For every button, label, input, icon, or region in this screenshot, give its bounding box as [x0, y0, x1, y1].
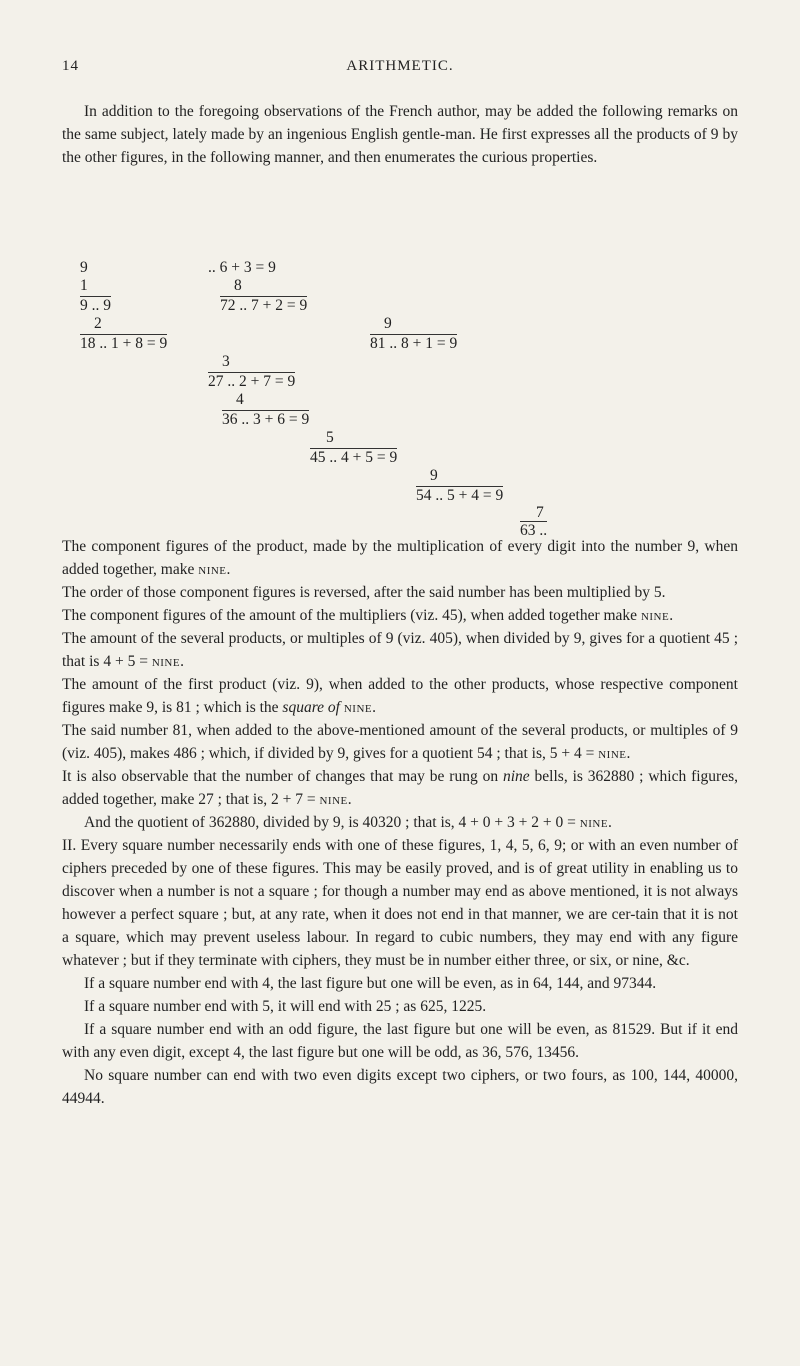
diagram-line: 54 .. 5 + 4 = 9 — [416, 487, 504, 504]
paragraph-text: It is also observable that the number of changes that may be rung on — [62, 768, 499, 785]
diagram-line: 72 .. 7 + 2 = 9 — [220, 297, 308, 314]
diagram-line: 45 .. 4 + 5 = 9 — [310, 449, 398, 466]
small-caps-word: nine. — [343, 699, 377, 716]
paragraph: If a square number end with 4, the last figure but one will be even, as in 64, 144, and 97344. — [84, 975, 657, 992]
diagram-line: 2 — [94, 315, 102, 332]
paragraph — [62, 673, 738, 719]
diagram-line: 81 .. 8 + 1 = 9 — [370, 335, 458, 352]
paragraph-text: The component figures of the product, made by the multiplication of every digit into the number 9, when added together, make — [62, 538, 738, 578]
small-caps-word: nine. — [198, 561, 231, 578]
multiplication-diagram — [80, 259, 740, 539]
diagram-line: 18 .. 1 + 8 = 9 — [80, 335, 168, 352]
body-text — [62, 535, 738, 1110]
diagram-line: 1 — [80, 277, 88, 294]
diagram-line: 9 — [430, 467, 438, 484]
paragraph: If a square number end with an odd figure, the last figure but one will be even, as 81529. But if it end with any even digit, except 4, the last figure but one will be odd, as 36, 576, 13456. — [62, 1021, 738, 1061]
paragraph: The order of those component figures is reversed, after the said number has been multiplied by 5. — [62, 584, 666, 601]
small-caps-word: nine. — [579, 814, 613, 831]
diagram-line: 3 — [222, 353, 230, 370]
paragraph-text: bells, is 362880 ; which figures, added together, make 27 ; that is, 2 + 7 = — [62, 768, 739, 808]
page-number: 14 — [62, 58, 79, 74]
intro-paragraph: In addition to the foregoing observations of the French author, may be added the following remarks on the same subject, lately made by an ingenious English gentle-man. He first expresses all the products of 9 by the other figures, in the following manner, and then enumerates the curious properties. — [62, 103, 738, 166]
paragraph — [62, 627, 738, 673]
small-caps-word: nine. — [319, 791, 353, 808]
diagram-line: .. 6 + 3 = 9 — [208, 259, 276, 276]
diagram-line: 36 .. 3 + 6 = 9 — [222, 411, 310, 428]
small-caps-word: nine. — [598, 745, 631, 762]
small-caps-word: nine. — [640, 607, 674, 624]
diagram-line: 9 .. 9 — [80, 297, 111, 314]
running-head — [62, 58, 738, 80]
paragraph-text: The amount of the several products, or multiples of 9 (viz. 405), when divided by 9, gives for a quotient 45 ; that is 4 + 5 = — [62, 630, 738, 670]
diagram-line: 4 — [236, 391, 244, 408]
diagram-line: 9 — [384, 315, 392, 332]
running-title: ARITHMETIC. — [346, 58, 454, 74]
diagram-line: 5 — [326, 429, 334, 446]
diagram-line: 27 .. 2 + 7 = 9 — [208, 373, 296, 390]
paragraph: If a square number end with 5, it will end with 25 ; as 625, 1225. — [84, 998, 487, 1015]
paragraph-text: The said number 81, when added to the above-mentioned amount of the several products, or multiples of 9 (viz. 405), makes 486 ; which, if divided by 9, gives for a quotient 54 ; that is, 5 + 4 = — [62, 722, 738, 762]
paragraph — [62, 811, 738, 834]
paragraph: II. Every square number necessarily ends with one of these figures, 1, 4, 5, 6, 9; or with an even number of ciphers preceded by one of these figures. This may be easily proved, and is of great utility in enabling us to discover when a number is not a square ; for though a number may end as above mentioned, it is not always however a perfect square ; but, at any rate, when it does not end in that manner, we are cer-tain that it is not a square, which may prevent useless labour. In regard to cubic numbers, they may end with any figure whatever ; but if they terminate with ciphers, they must be in number either three, or six, or nine, &c. — [62, 837, 738, 969]
diagram-line: 63 .. — [520, 522, 548, 539]
paragraph — [62, 604, 738, 627]
italic-phrase: square of — [282, 699, 340, 716]
paragraph-text: The amount of the first product (viz. 9), when added to the other products, whose respective component figures make 9, is 81 ; which is the — [62, 676, 738, 716]
diagram-line: 9 — [80, 259, 88, 276]
paragraph-text: The component figures of the amount of the multipliers (viz. 45), when added together make — [62, 607, 638, 624]
italic-phrase: nine — [502, 768, 530, 785]
diagram-line: 7 — [536, 504, 544, 521]
paragraph — [62, 535, 738, 581]
paragraph — [62, 719, 738, 765]
diagram-line: 8 — [234, 277, 242, 294]
paragraph-text: And the quotient of 362880, divided by 9, is 40320 ; that is, 4 + 0 + 3 + 2 + 0 = — [84, 814, 576, 831]
small-caps-word: nine. — [151, 653, 185, 670]
paragraph: No square number can end with two even digits except two ciphers, or two fours, as 100, 144, 40000, 44944. — [62, 1067, 738, 1107]
paragraph — [62, 765, 738, 811]
